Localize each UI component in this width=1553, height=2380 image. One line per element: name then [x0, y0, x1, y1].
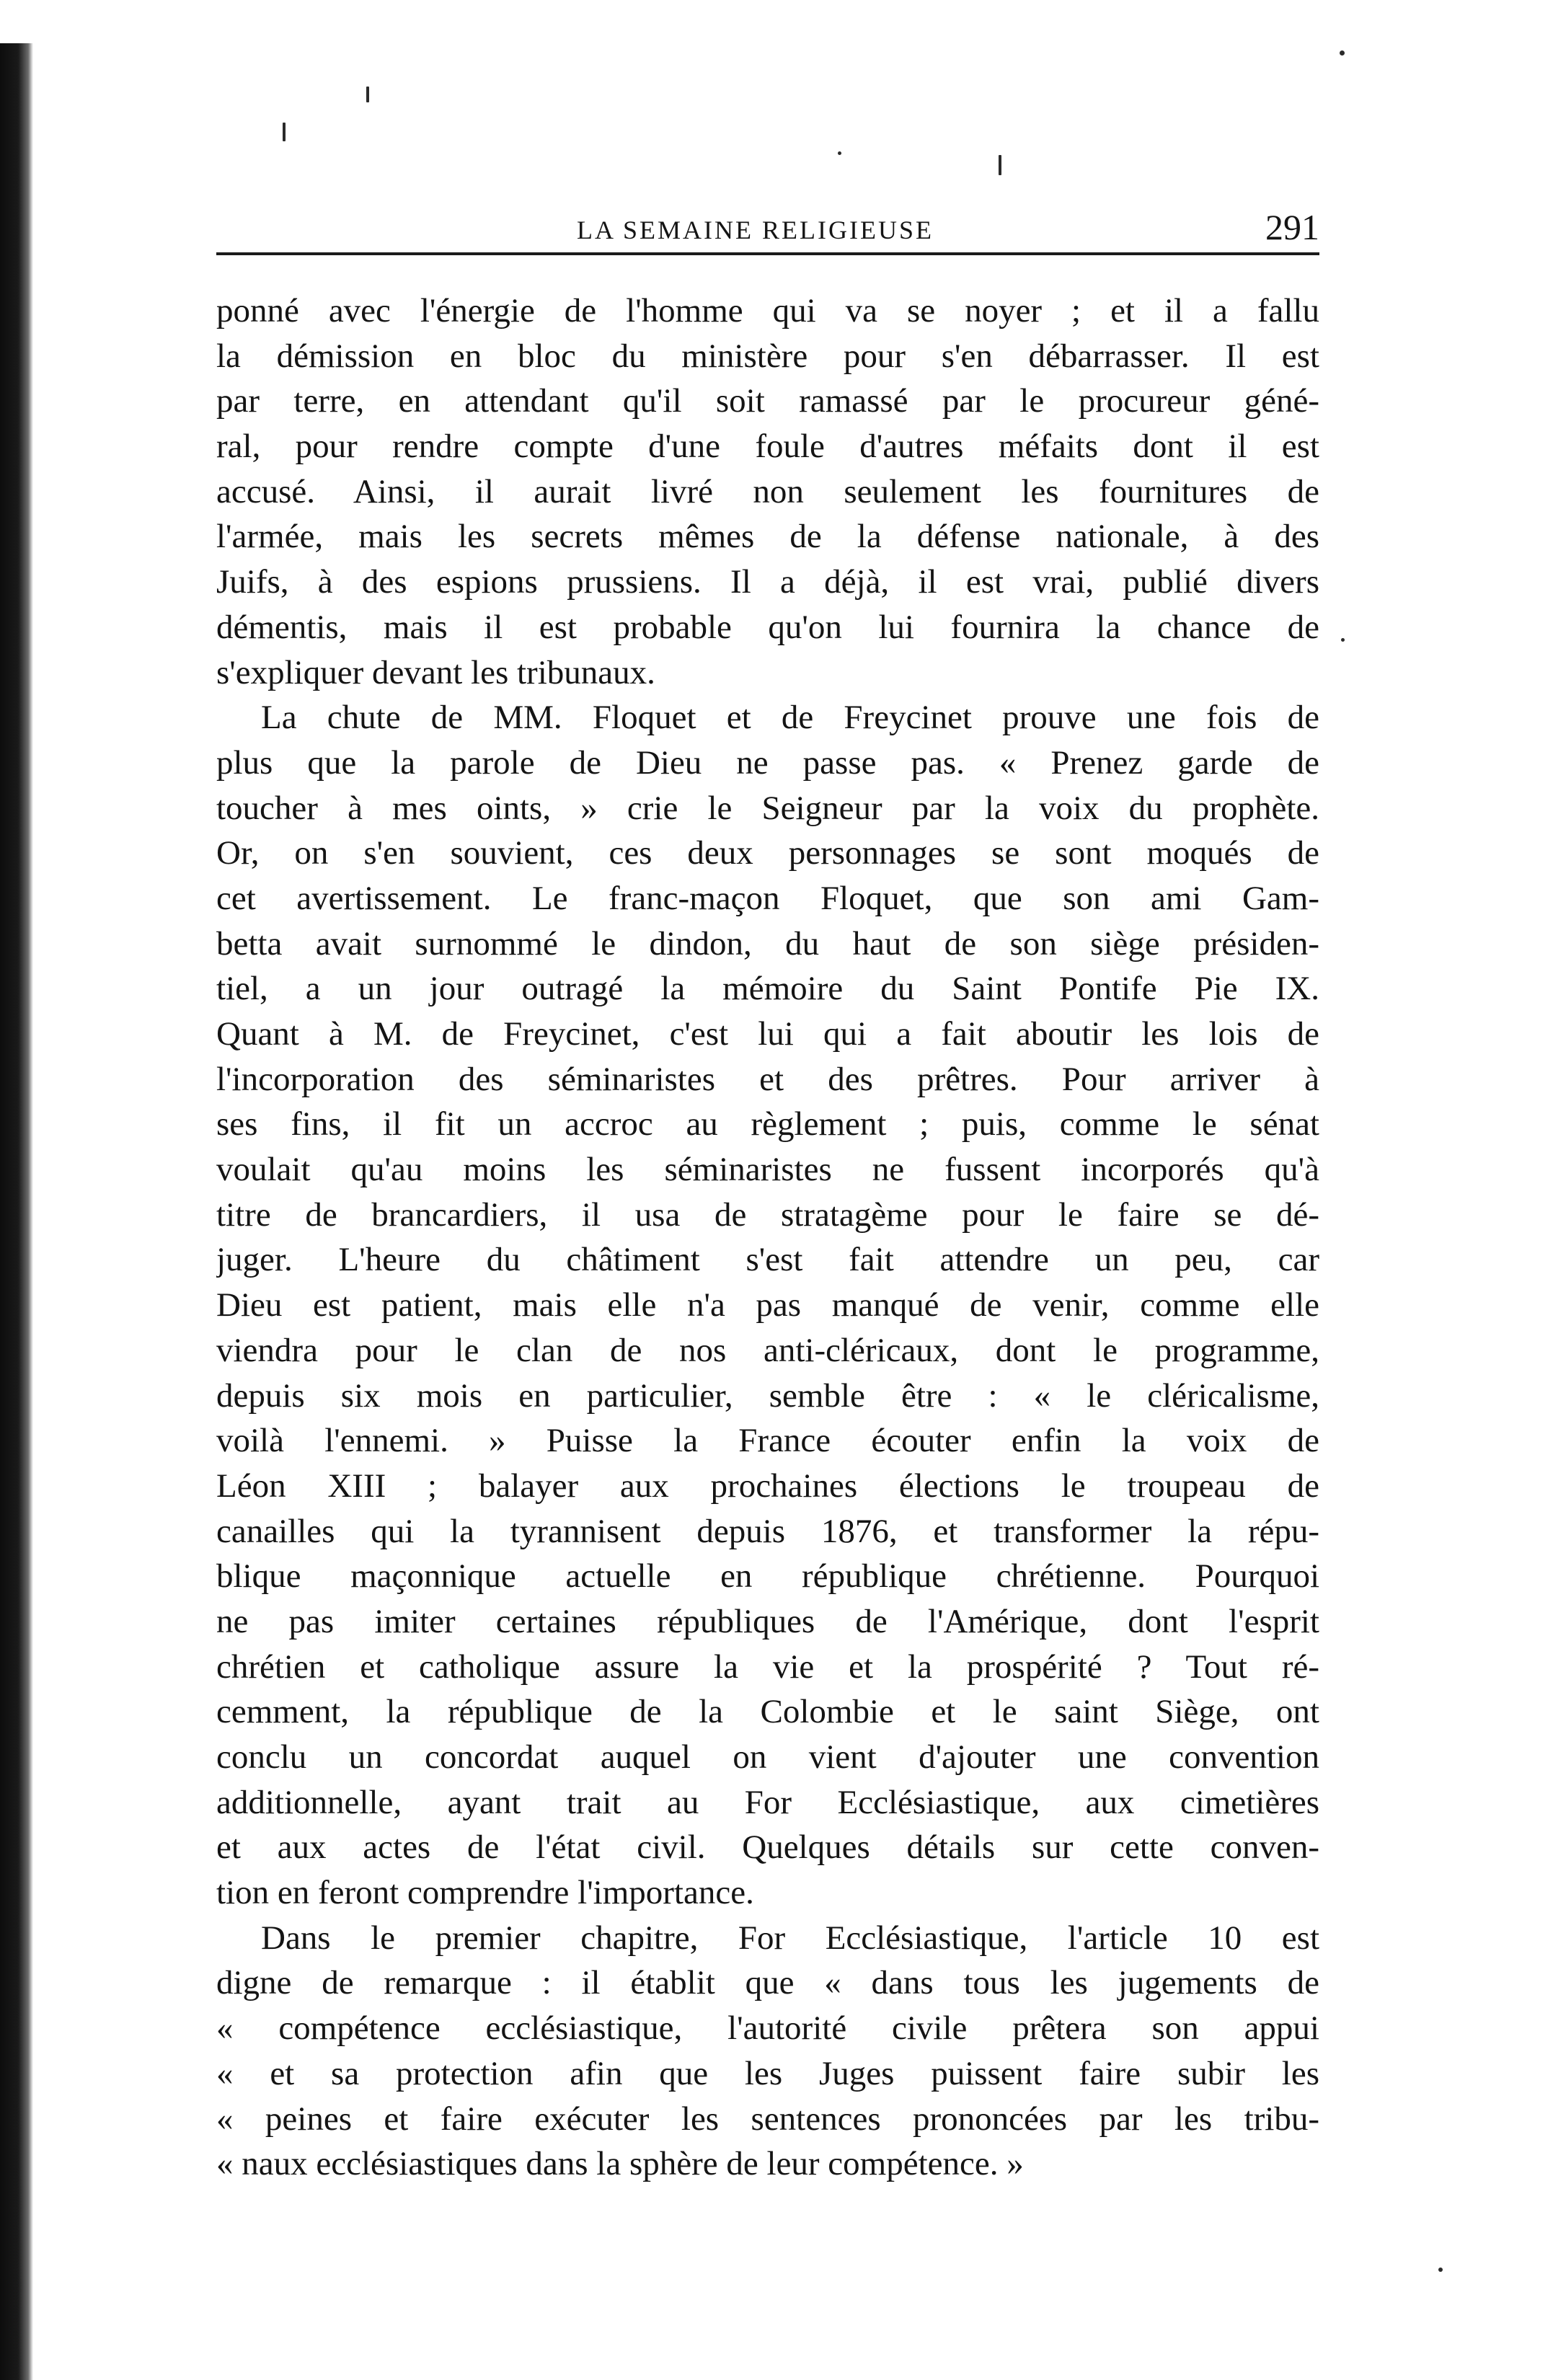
text-line: Léon XIII ; balayer aux prochaines élections le troupeau de: [216, 1467, 1319, 1505]
text-line: juger. L'heure du châtiment s'est fait attendre un peu, car: [216, 1241, 1319, 1279]
text-line: l'incorporation des séminaristes et des prêtres. Pour arriver à: [216, 1060, 1319, 1098]
text-line: blique maçonnique actuelle en république chrétienne. Pourquoi: [216, 1557, 1319, 1596]
text-line: « naux ecclésiastiques dans la sphère de leur compétence. »: [216, 2145, 1024, 2183]
paragraph: [216, 1916, 1319, 2187]
text-line: plus que la parole de Dieu ne passe pas. « Prenez garde de: [216, 743, 1319, 782]
text-line: tiel, a un jour outragé la mémoire du Saint Pontife Pie IX.: [216, 970, 1319, 1008]
text-line: cemment, la république de la Colombie et le saint Siège, ont: [216, 1693, 1319, 1731]
text-line: ral, pour rendre compte d'une foule d'autres méfaits dont il est: [216, 428, 1319, 466]
text-line: ponné avec l'énergie de l'homme qui va se noyer ; et il a fallu: [216, 292, 1319, 329]
text-line: l'armée, mais les secrets mêmes de la défense nationale, à des: [216, 518, 1319, 556]
running-head: LA SEMAINE RELIGIEUSE: [577, 216, 934, 244]
scan-binding-shadow: [0, 43, 33, 2380]
body-text: [216, 288, 1319, 2187]
text-line: titre de brancardiers, il usa de stratagème pour le faire se dé-: [216, 1195, 1319, 1234]
text-line: et aux actes de l'état civil. Quelques détails sur cette conven-: [216, 1828, 1319, 1867]
text-line: digne de remarque : il établit que « dans tous les jugements de: [216, 1964, 1319, 2002]
text-line: chrétien et catholique assure la vie et la prospérité ? Tout ré-: [216, 1647, 1319, 1686]
text-line: Juifs, à des espions prussiens. Il a déjà, il est vrai, publié divers: [216, 563, 1319, 601]
text-line: La chute de MM. Floquet et de Freycinet prouve une fois de: [261, 699, 1319, 737]
paragraph: [216, 695, 1319, 1916]
text-line: démentis, mais il est probable qu'on lui fournira la chance de: [216, 608, 1319, 646]
text-line: depuis six mois en particulier, semble être : « le cléricalisme,: [216, 1376, 1319, 1415]
text-line: ses fins, il fit un accroc au règlement ; puis, comme le sénat: [216, 1105, 1319, 1143]
text-line: additionnelle, ayant trait au For Ecclésiastique, aux cimetières: [216, 1783, 1319, 1821]
text-line: Dans le premier chapitre, For Ecclésiastique, l'article 10 est: [261, 1919, 1319, 1957]
text-line: par terre, en attendant qu'il soit ramassé par le procureur géné-: [216, 382, 1319, 420]
text-line: viendra pour le clan de nos anti-cléricaux, dont le programme,: [216, 1331, 1319, 1369]
text-line: voilà l'ennemi. » Puisse la France écouter enfin la voix de: [216, 1422, 1319, 1460]
text-line: Quant à M. de Freycinet, c'est lui qui a fait aboutir les lois de: [216, 1015, 1319, 1053]
text-line: accusé. Ainsi, il aurait livré non seulement les fournitures de: [216, 472, 1319, 510]
text-line: s'expliquer devant les tribunaux.: [216, 653, 655, 691]
text-line: tion en feront comprendre l'importance.: [216, 1874, 754, 1912]
text-line: voulait qu'au moins les séminaristes ne fussent incorporés qu'à: [216, 1151, 1319, 1189]
text-line: betta avait surnommé le dindon, du haut de son siège présiden-: [216, 924, 1319, 963]
text-line: cet avertissement. Le franc-maçon Floquet, que son ami Gam-: [216, 879, 1319, 917]
page-number: 291: [1265, 207, 1319, 247]
text-line: « et sa protection afin que les Juges puissent faire subir les: [216, 2054, 1319, 2092]
text-line: Or, on s'en souvient, ces deux personnages se sont moqués de: [216, 834, 1319, 872]
text-line: Dieu est patient, mais elle n'a pas manqué de venir, comme elle: [216, 1286, 1319, 1324]
text-line: la démission en bloc du ministère pour s'en débarrasser. Il est: [216, 337, 1319, 375]
text-line: « peines et faire exécuter les sentences prononcées par les tribu-: [216, 2100, 1319, 2138]
text-line: « compétence ecclésiastique, l'autorité civile prêtera son appui: [216, 2009, 1319, 2048]
page-header: [216, 202, 1319, 255]
text-line: conclu un concordat auquel on vient d'ajouter une convention: [216, 1738, 1319, 1776]
paragraph: [216, 288, 1319, 695]
text-line: ne pas imiter certaines républiques de l'Amérique, dont l'esprit: [216, 1602, 1319, 1640]
text-line: canailles qui la tyrannisent depuis 1876, et transformer la répu-: [216, 1512, 1319, 1550]
text-line: toucher à mes oints, » crie le Seigneur par la voix du prophète.: [216, 789, 1319, 827]
